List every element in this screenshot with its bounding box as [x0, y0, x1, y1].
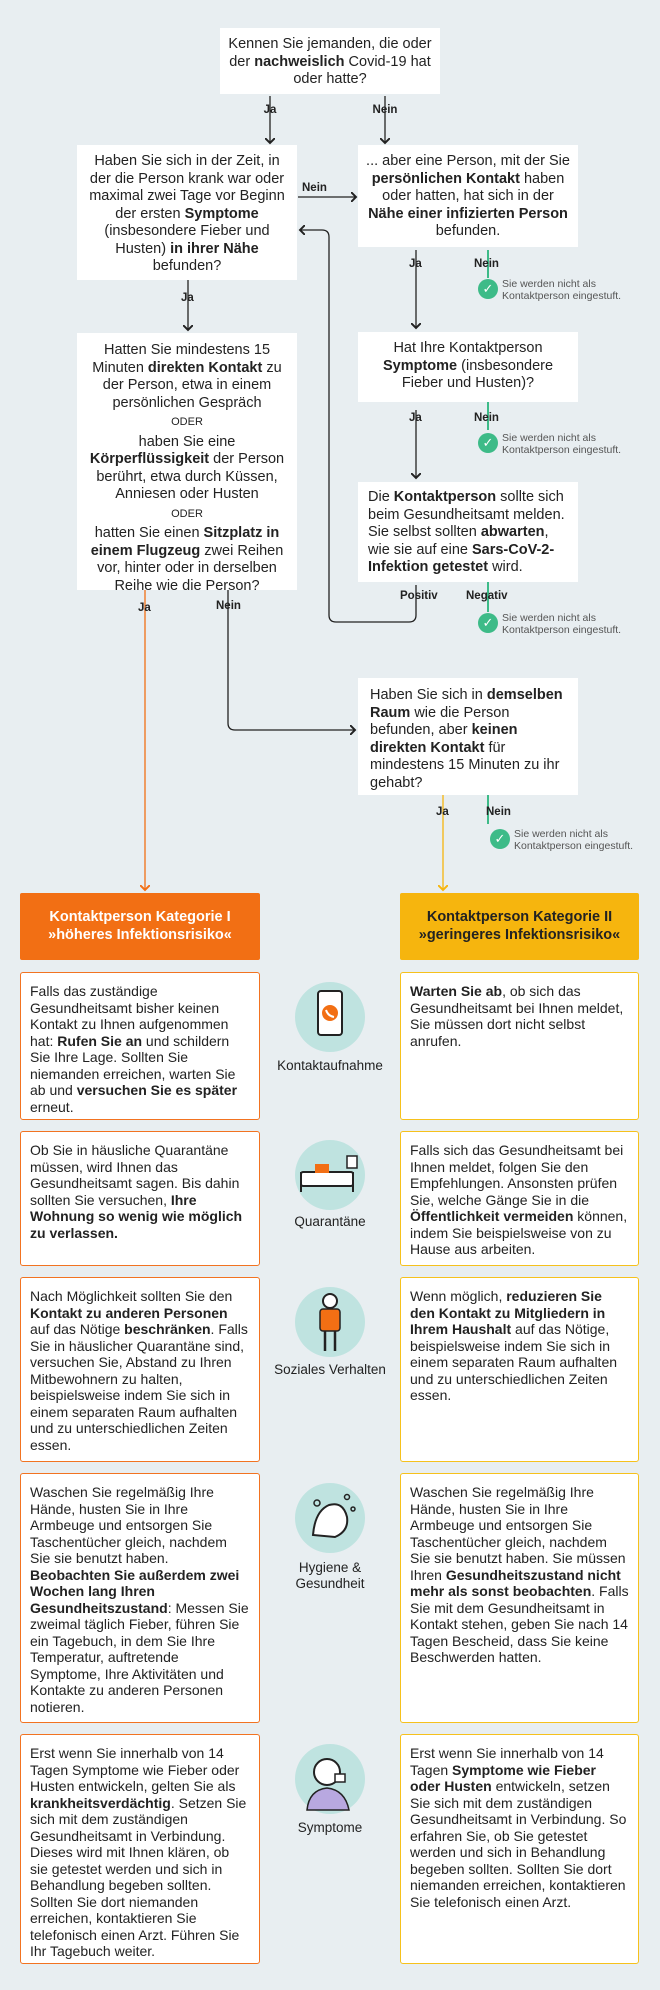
card-text: entwickeln, setzen Sie sich mit dem zuständigen Gesundheitsamt in Verbindung. So erfahren Sie, ob Sie getestet werden und sich in Behandlung begeben sollten. Sollten Sie dort niemanden erreichen, kontaktieren Sie telefonisch einen Arzt.: [410, 1778, 627, 1910]
check-icon: ✓: [478, 279, 498, 299]
card-bold: krankheitsverdächtig: [30, 1794, 171, 1811]
q1-bold: nachweislich: [254, 53, 345, 70]
cat2-social-card: [400, 1277, 639, 1462]
q2-text: (insbesondere Fieber und Husten): [104, 223, 270, 257]
not-contact-note: [478, 278, 637, 302]
q6-bold: Körperflüssigkeit: [89, 451, 210, 467]
q5-positive-label: Positiv: [400, 590, 438, 602]
card-text: Falls sich das Gesundheitsamt bei Ihnen meldet, folgen Sie den Empfehlungen. Ansonsten prüfen Sie, welche Gänge Sie in die: [410, 1142, 624, 1208]
card-bold: Ihre Wohnung so wenig wie möglich zu verlassen.: [30, 1191, 243, 1241]
q2-bold: in ihrer Nähe: [170, 240, 259, 257]
category-1-subtitle: »höheres Infektionsrisiko«: [48, 927, 232, 943]
social-row-label: Soziales Verhalten: [274, 1362, 386, 1377]
card-bold: Beobachten Sie außerdem zwei Wochen lang Ihren Gesundheitszustand: [30, 1566, 240, 1616]
card-text: auf das Nötige, beispielsweise indem Sie sich in einem separaten Raum aufhalten und zu unterschiedlichen Zeiten essen.: [410, 1321, 618, 1403]
card-text: Erst wenn Sie innerhalb von 14 Tagen Symptome wie Fieber oder Husten entwickeln, gelten Sie als: [30, 1745, 240, 1794]
check-icon: ✓: [490, 829, 510, 849]
card-text: . Falls Sie in häuslicher Quarantäne sind, versuchen Sie, Abstand zu Ihren Mitbewohnern zu halten, beispielsweise indem Sie sich in einem separaten Raum aufhalten und zu unterschiedlichen Zeiten essen.: [30, 1321, 248, 1453]
not-contact-note: [478, 432, 637, 456]
question-in-proximity: [77, 145, 297, 280]
q4-yes-label: Ja: [409, 412, 422, 424]
card-text: Waschen Sie regelmäßig Ihre Hände, husten Sie in Ihre Armbeuge und entsorgen Sie Taschentücher gleich, nachdem Sie sie benutzt haben. Sie müssen Ihren: [410, 1484, 626, 1583]
cat1-hygiene-card: [20, 1473, 260, 1723]
q4-text: Hat Ihre Kontaktperson: [393, 340, 543, 356]
q7-text: für mindestens 15 Minuten zu ihr gehabt?: [370, 739, 560, 791]
card-bold: Gesundheitszustand nicht mehr als sonst beobachten: [410, 1566, 621, 1599]
q3-yes-label: Ja: [409, 258, 422, 270]
q7-bold: demselben Raum: [370, 687, 563, 721]
q7-no-label: Nein: [486, 806, 511, 818]
q6-text: zwei Reihen vor, hinter oder in derselben Reihe wie die Person?: [97, 542, 284, 594]
q6-text: haben Sie eine: [138, 433, 236, 450]
cat2-contact-card: [400, 972, 639, 1120]
q5-negative-label: Negativ: [466, 590, 508, 602]
q6-no-label: Nein: [216, 600, 241, 612]
card-text: Waschen Sie regelmäßig Ihre Hände, husten Sie in Ihre Armbeuge und entsorgen Sie Taschentücher gleich, nachdem Sie sie benutzt haben.: [30, 1484, 227, 1566]
cough-icon: [295, 1744, 365, 1814]
card-text: Falls das zuständige Gesundheitsamt bisher keinen Kontakt zu Ihnen aufgenommen hat:: [30, 983, 229, 1049]
q1-no-label: Nein: [372, 104, 398, 116]
not-contact-note: [478, 612, 637, 636]
q6-text: hatten Sie einen: [94, 525, 204, 541]
quarantine-row-label: Quarantäne: [294, 1214, 366, 1229]
contact-row-label: Kontaktaufnahme: [277, 1058, 383, 1073]
q3-no-label: Nein: [474, 258, 499, 270]
card-bold: Rufen Sie an: [57, 1032, 143, 1049]
or-separator: ODER: [171, 416, 203, 428]
q3-text: befunden.: [435, 223, 501, 239]
question-contact-symptoms: [358, 332, 578, 402]
card-bold: Öffentlichkeit vermeiden: [410, 1208, 574, 1224]
cat1-social-card: [20, 1277, 260, 1462]
q4-no-label: Nein: [474, 412, 499, 424]
q2-no-label: Nein: [302, 182, 327, 194]
q6-text: der Person berührt, etwa durch Küssen, Anniesen oder Husten: [96, 451, 285, 502]
q4-bold: Symptome: [382, 357, 458, 374]
cat2-symptoms-card: [400, 1734, 639, 1964]
not-contact-text: Sie werden nicht als Kontaktperson eingestuft.: [502, 278, 622, 302]
q2-bold: Symptome: [184, 205, 259, 222]
card-text: Erst wenn Sie innerhalb von 14 Tagen: [410, 1745, 604, 1778]
q3-text: haben oder hatten, hat sich in der: [382, 170, 565, 204]
cat1-contact-card: [20, 972, 260, 1120]
q6-text: Hatten Sie mindestens 15 Minuten: [92, 342, 271, 376]
q7-bold: keinen direkten Kontakt: [370, 722, 518, 756]
card-text: auf das Nötige: [30, 1321, 125, 1337]
card-bold: beschränken: [124, 1321, 211, 1337]
q2-text: Haben Sie sich in der Zeit, in der die Person krank war oder maximal zwei Tage vor Beginn der ersten: [89, 153, 285, 222]
card-text: . Setzen Sie sich mit dem zuständigen Gesundheitsamt in Verbindung. Dieses wird mit Ihnen klären, ob sie getestet werden und sich in Behandlung begeben sollten. Sollten Sie dort niemanden erreichen, kontaktieren Sie telefonisch einen Arzt. Führen Sie Ihr Tagebuch weiter.: [30, 1794, 247, 1959]
q1-yes-label: Ja: [263, 104, 277, 116]
q6-bold: direkten Kontakt: [147, 359, 263, 376]
hygiene-row-label: Hygiene & Gesundheit: [295, 1560, 365, 1591]
not-contact-text: Sie werden nicht als Kontaktperson eingestuft.: [514, 828, 634, 852]
q3-bold: persönlichen Kontakt: [371, 170, 520, 187]
card-text: und schildern Sie Ihre Lage. Sollten Sie niemanden erreichen, warten Sie ab und: [30, 1032, 236, 1098]
q1-text-end: Covid-19 hat oder hatte?: [293, 53, 431, 87]
check-icon: ✓: [478, 613, 498, 633]
card-text: Nach Möglichkeit sollten Sie den: [30, 1288, 233, 1304]
not-contact-note: [490, 828, 649, 852]
q7-text: Haben Sie sich in: [370, 687, 487, 703]
q5-bold: Sars-CoV-2-Infektion getestet: [368, 541, 555, 575]
card-text: erneut.: [30, 1098, 74, 1115]
category-2-header: [400, 893, 639, 960]
card-text: können, indem Sie beispielsweise von zu Hause aus arbeiten.: [410, 1208, 628, 1257]
or-separator: ODER: [171, 507, 203, 520]
info-contact-testing: [358, 482, 578, 582]
not-contact-text: Sie werden nicht als Kontaktperson eingestuft.: [502, 612, 622, 636]
person-icon: [295, 1287, 365, 1357]
question-direct-contact: [77, 333, 297, 594]
category-2-subtitle: »geringeres Infektionsrisiko«: [418, 927, 621, 943]
question-known-infected: [220, 28, 440, 94]
q5-text: , wie sie auf eine: [368, 524, 549, 558]
bed-icon: [295, 1140, 365, 1210]
cat1-symptoms-card: [20, 1734, 260, 1964]
category-2-title: Kontaktperson Kategorie II: [426, 909, 613, 925]
q4-text: (insbesondere Fieber und Husten)?: [401, 357, 554, 391]
q5-text: sollte sich beim Gesundheitsamt melden. Sie selbst sollten: [368, 489, 565, 540]
q6-text: zu der Person, etwa in einem persönlichen Gespräch: [102, 359, 282, 411]
not-contact-text: Sie werden nicht als Kontaktperson eingestuft.: [502, 432, 622, 456]
question-indirect-contact: [358, 145, 578, 247]
q6-bold: Sitzplatz in einem Flugzeug: [90, 525, 280, 559]
card-bold: Symptome wie Fieber oder Husten: [410, 1761, 596, 1794]
q5-text: Die: [368, 489, 394, 505]
q5-bold: abwarten: [480, 524, 545, 540]
cat1-quarantine-card: [20, 1131, 260, 1266]
q7-text: wie die Person befunden, aber: [370, 704, 510, 738]
card-bold: Warten Sie ab: [410, 983, 503, 999]
q2-text: befunden?: [152, 258, 222, 274]
q2-yes-label: Ja: [181, 292, 194, 304]
card-bold: Kontakt zu anderen Personen: [30, 1304, 228, 1321]
q3-text: ... aber eine Person, mit der Sie: [366, 153, 570, 169]
symptoms-row-label: Symptome: [297, 1820, 363, 1835]
q3-bold: Nähe einer infizierten Person: [368, 205, 568, 222]
card-text: . Falls Sie mit dem Gesundheitsamt in Kontakt stehen, geben Sie nach 14 Tagen Bescheid, dass Sie keine Beschwerden hatten.: [410, 1583, 629, 1665]
q6-yes-label: Ja: [138, 602, 151, 614]
card-text: : Messen Sie zweimal täglich Fieber, führen Sie ein Tagebuch, in dem Sie Ihre Temperatur, auftretende Symptome, Ihre Aktivitäten und Kontakte zu anderen Personen notieren.: [30, 1599, 249, 1715]
q5-bold: Kontaktperson: [393, 489, 497, 505]
card-text: Wenn möglich,: [410, 1288, 507, 1304]
q1-text: Kennen Sie jemanden, die oder der: [228, 36, 432, 70]
question-same-room: [358, 678, 578, 795]
check-icon: ✓: [478, 433, 498, 453]
category-1-header: [20, 893, 260, 960]
card-bold: versuchen Sie es später: [76, 1082, 238, 1098]
cat2-hygiene-card: [400, 1473, 639, 1723]
phone-icon: [295, 982, 365, 1052]
handwash-icon: [295, 1483, 365, 1553]
cat2-quarantine-card: [400, 1131, 639, 1266]
card-text: Ob Sie in häusliche Quarantäne müssen, wird Ihnen das Gesundheitsamt sagen. Bis dahin sollten Sie versuchen,: [30, 1142, 240, 1208]
card-bold: reduzieren Sie den Kontakt zu Mitgliedern in Ihrem Haushalt: [410, 1288, 606, 1337]
q7-yes-label: Ja: [436, 806, 449, 818]
card-text: , ob sich das Gesundheitsamt bei Ihnen meldet, Sie müssen dort nicht selbst anrufen.: [410, 983, 624, 1049]
category-1-title: Kontaktperson Kategorie I: [49, 909, 231, 925]
q5-text: wird.: [488, 559, 523, 575]
